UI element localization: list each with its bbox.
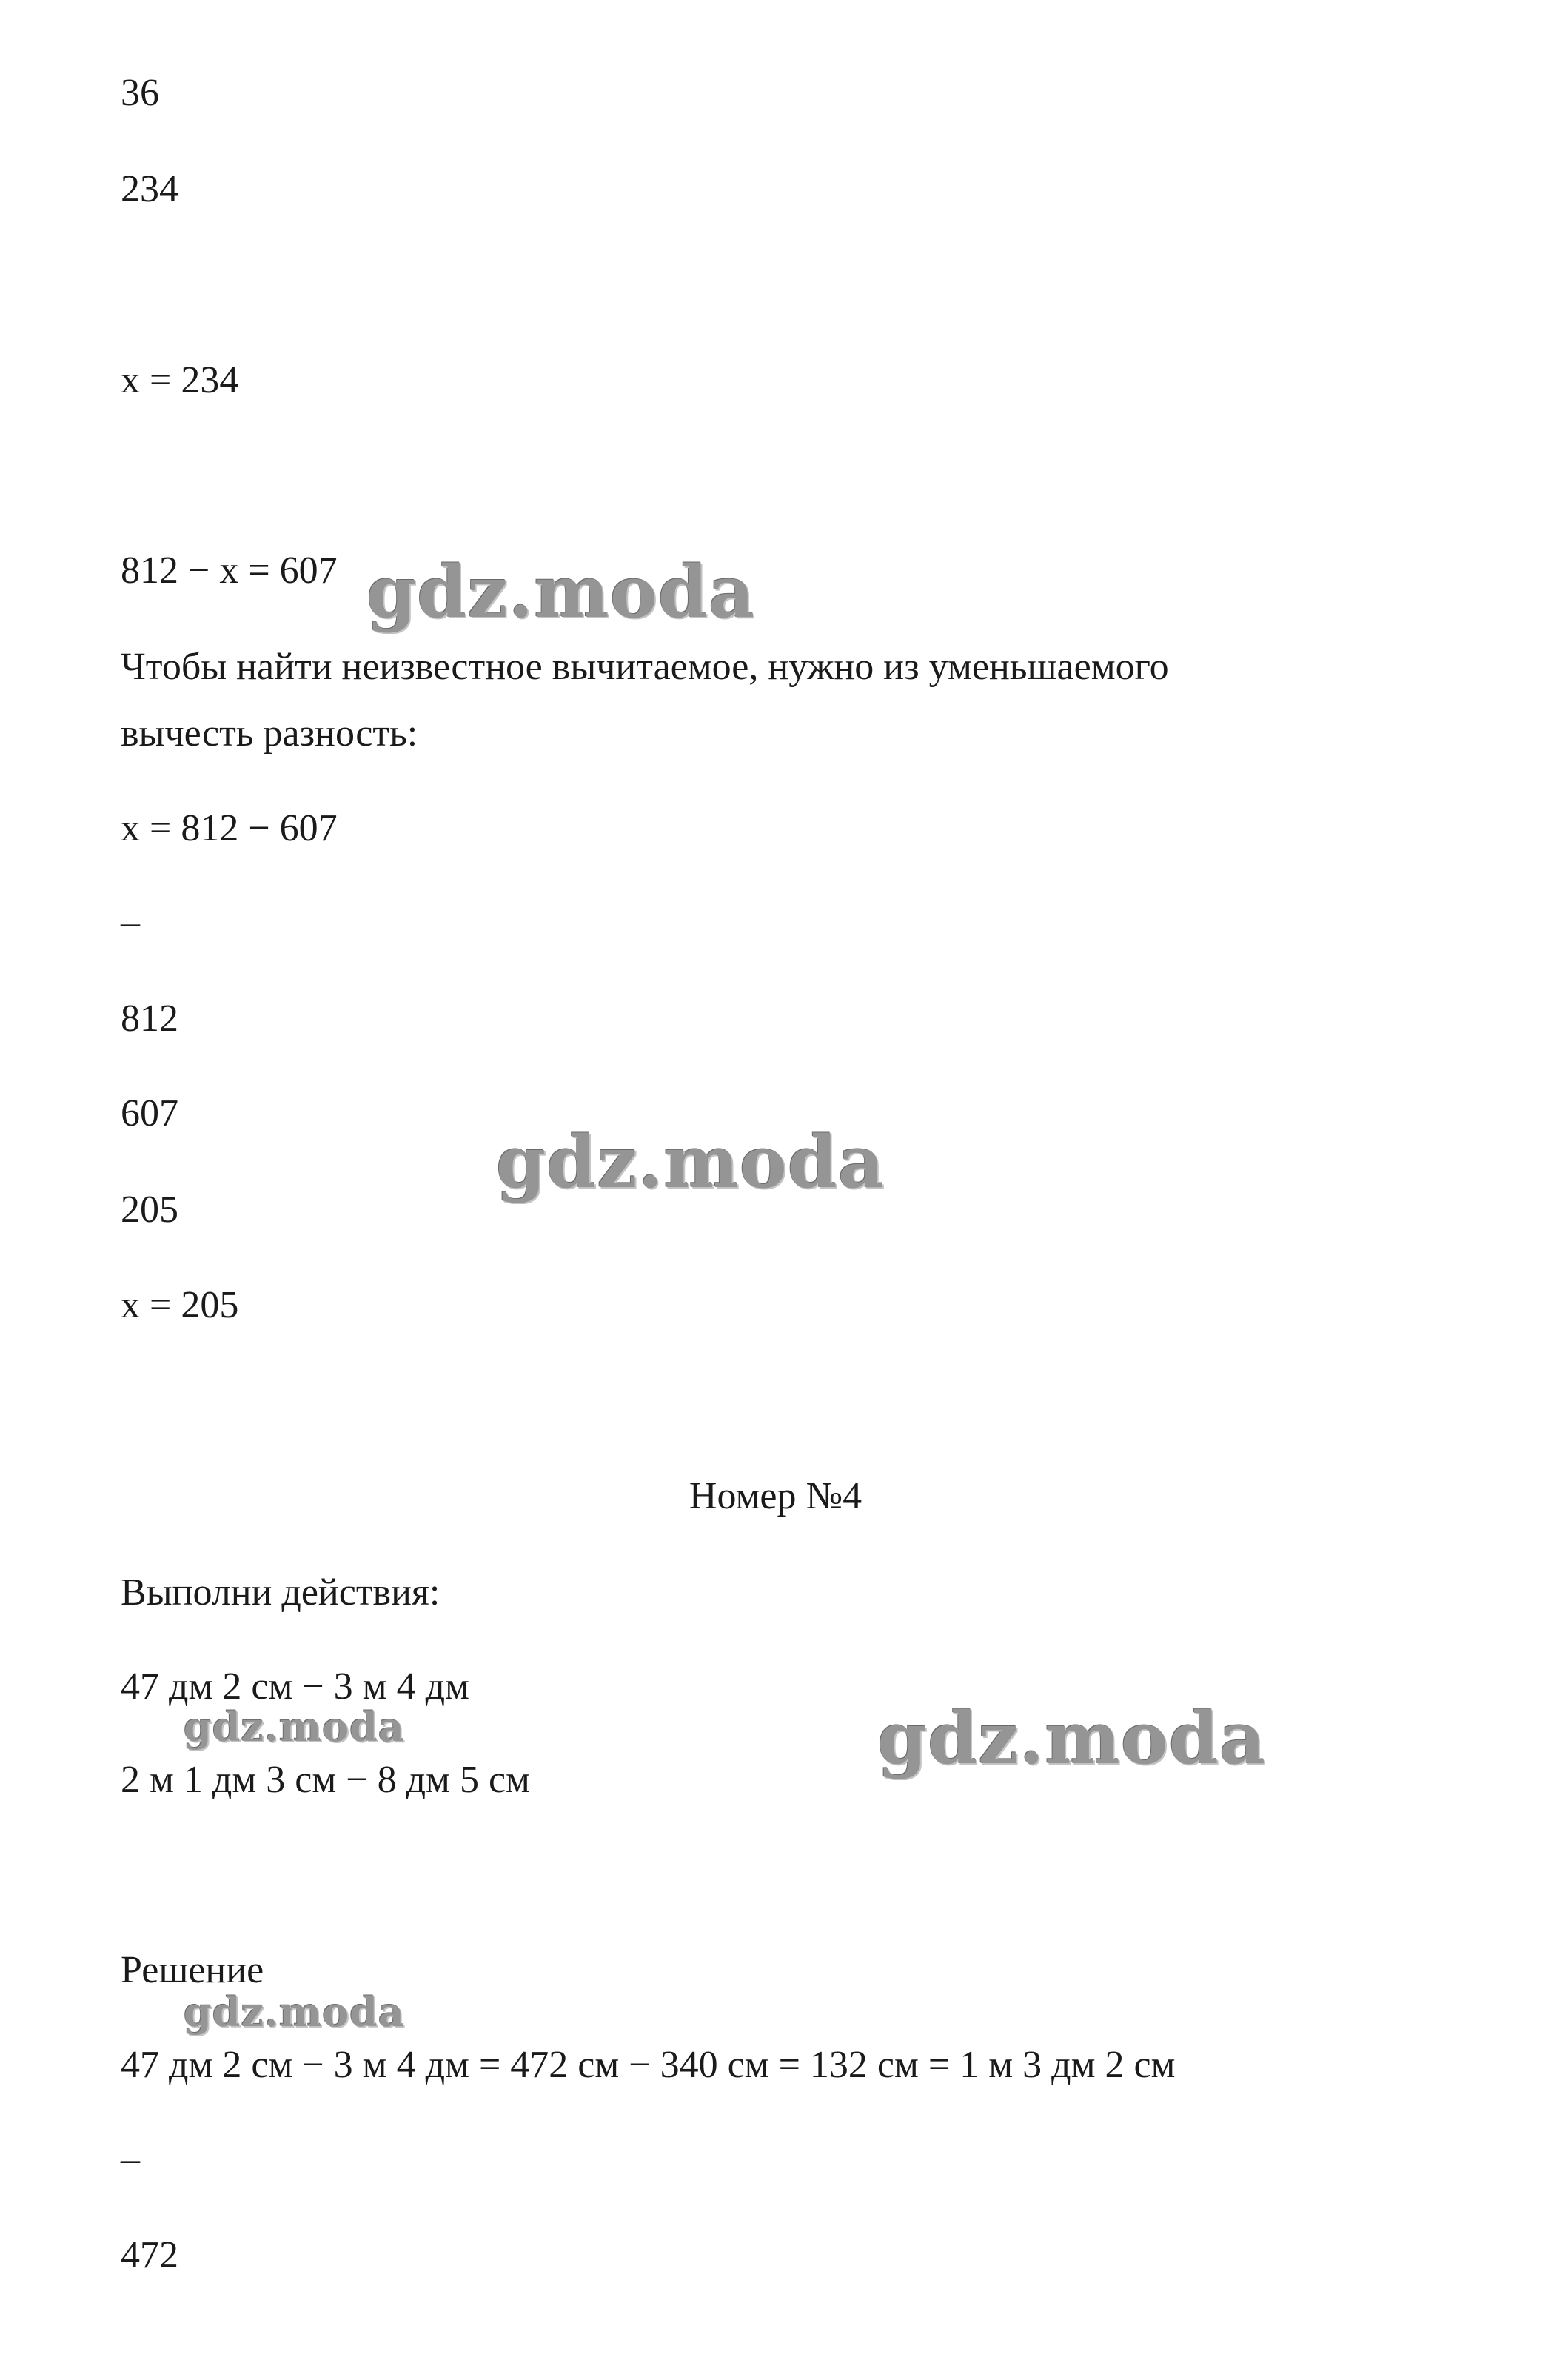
rule-text-line-2: вычесть разность: [121, 712, 418, 755]
watermark-logo: gdz.moda [184, 1988, 405, 2036]
text-line-x-205: x = 205 [121, 1284, 239, 1326]
text-line-minuend-36: 36 [121, 72, 159, 114]
task-expression-1: 47 дм 2 см − 3 м 4 дм [121, 1665, 469, 1708]
task-instruction: Выполни действия: [121, 1571, 440, 1614]
column-812: 812 [121, 997, 178, 1040]
column-607: 607 [121, 1092, 178, 1134]
column-205: 205 [121, 1189, 178, 1231]
text-line-x-234: x = 234 [121, 359, 239, 401]
section-heading-number-4: Номер №4 [689, 1475, 862, 1517]
solution-line-1: 47 дм 2 см − 3 м 4 дм = 472 см − 340 см = 132 см = 1 м 3 дм 2 см [121, 2044, 1176, 2086]
equation-812-minus-x: 812 − x = 607 [121, 549, 338, 592]
column-472: 472 [121, 2234, 178, 2276]
column-minus-sign-2: – [121, 2138, 140, 2180]
rule-text-line-1: Чтобы найти неизвестное вычитаемое, нужно из уменьшаемого [121, 646, 1169, 688]
column-minus-sign: – [121, 901, 140, 943]
text-line-234: 234 [121, 168, 178, 210]
watermark-logo: gdz.moda [366, 550, 756, 634]
text-line-x-812-607: x = 812 − 607 [121, 807, 338, 849]
watermark-logo: gdz.moda [184, 1703, 405, 1751]
watermark-logo: gdz.moda [496, 1120, 885, 1204]
watermark-logo: gdz.moda [877, 1697, 1267, 1780]
task-expression-2: 2 м 1 дм 3 см − 8 дм 5 см [121, 1759, 530, 1801]
solution-heading: Решение [121, 1949, 264, 1991]
